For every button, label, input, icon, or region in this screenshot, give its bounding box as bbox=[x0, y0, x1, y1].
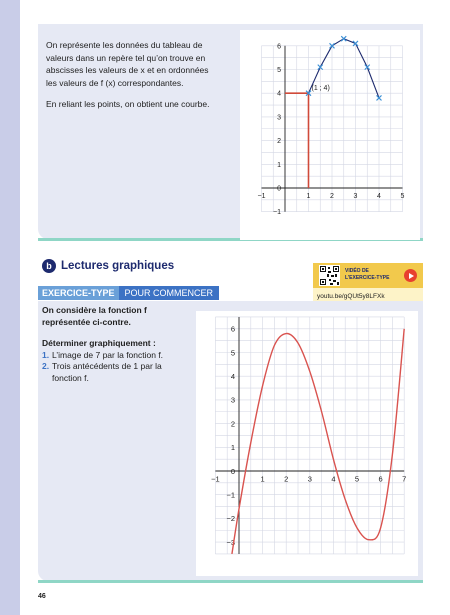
x-tick-label: 4 bbox=[377, 193, 381, 200]
x-tick-label: −1 bbox=[211, 474, 220, 484]
definition-paragraph-2: En reliant les points, on obtient une courbe. bbox=[46, 99, 210, 109]
y-tick-label: −1 bbox=[226, 490, 235, 500]
function-graph bbox=[196, 311, 418, 576]
y-tick-label: 5 bbox=[277, 67, 281, 74]
section-badge: b bbox=[42, 259, 56, 273]
video-label-line-1: VIDÉO DE bbox=[345, 268, 369, 274]
exercise-subtag: POUR COMMENCER bbox=[119, 286, 220, 300]
function-curve bbox=[232, 329, 407, 554]
x-tick-label: 6 bbox=[378, 474, 383, 484]
x-tick-label: 3 bbox=[307, 474, 312, 484]
exercise-type-tag: EXERCICE-TYPE bbox=[38, 286, 119, 300]
exercise-item bbox=[42, 361, 192, 384]
exercise-item bbox=[42, 350, 192, 362]
y-tick-label: 0 bbox=[277, 185, 281, 193]
definition-text bbox=[46, 39, 216, 120]
y-tick-label: 5 bbox=[230, 348, 235, 358]
x-tick-label: 5 bbox=[354, 474, 360, 484]
definition-paragraph-1: On représente les données du tableau de valeurs dans un repère tel qu’on trouve en abscisses les valeurs de x et en ordonnées les valeurs de f (x) correspondantes. bbox=[46, 40, 209, 88]
y-tick-label: −2 bbox=[226, 514, 235, 524]
exercise-question: Déterminer graphiquement : bbox=[42, 338, 156, 348]
side-margin-strip bbox=[0, 0, 20, 615]
exercise-items bbox=[42, 350, 192, 385]
x-tick-label: 5 bbox=[400, 193, 405, 200]
data-point-marker bbox=[353, 41, 358, 46]
y-tick-label: 0 bbox=[230, 466, 235, 476]
page-number: 46 bbox=[38, 593, 46, 600]
y-tick-label: 6 bbox=[277, 43, 281, 51]
play-icon[interactable] bbox=[404, 269, 417, 282]
x-tick-label: 1 bbox=[306, 193, 311, 200]
exercise-intro: On considère la fonction f représentée ci-contre. bbox=[42, 305, 147, 327]
x-tick-label: 3 bbox=[353, 193, 358, 200]
section-heading bbox=[42, 259, 174, 273]
x-tick-label: 4 bbox=[331, 474, 336, 484]
exercise-item-number: 2. bbox=[42, 361, 50, 371]
y-tick-label: 2 bbox=[277, 138, 281, 146]
point-label: (1 ; 4) bbox=[311, 85, 330, 93]
exercise-item-number: 1. bbox=[42, 349, 50, 360]
exercise-header bbox=[38, 286, 219, 300]
x-tick-label: 2 bbox=[330, 193, 334, 200]
exercise-item-text: Trois antécédents de 1 par la fonction f. bbox=[52, 361, 162, 383]
data-point-marker bbox=[341, 36, 346, 41]
x-tick-label: 1 bbox=[260, 474, 265, 484]
x-tick-label: 7 bbox=[402, 474, 407, 484]
y-tick-label: 1 bbox=[277, 161, 281, 169]
x-tick-label: −1 bbox=[257, 193, 266, 200]
y-tick-label: −3 bbox=[226, 537, 235, 547]
x-tick-label: 2 bbox=[284, 474, 289, 484]
y-tick-label: 1 bbox=[230, 443, 235, 453]
y-tick-label: 3 bbox=[277, 114, 281, 122]
video-url[interactable]: youtu.be/gQUt5y8LFXk bbox=[313, 288, 423, 305]
y-tick-label: 4 bbox=[230, 371, 235, 381]
video-banner bbox=[313, 263, 423, 288]
exercise-item-text: L’image de 7 par la fonction f. bbox=[52, 349, 164, 360]
section-title: Lectures graphiques bbox=[61, 260, 175, 272]
exercise-text bbox=[42, 305, 192, 384]
y-tick-label: −1 bbox=[273, 209, 281, 217]
y-tick-label: 6 bbox=[230, 324, 235, 334]
y-tick-label: 4 bbox=[277, 90, 281, 98]
video-link-box[interactable] bbox=[313, 263, 423, 305]
exercise-box-rule bbox=[38, 580, 423, 583]
y-tick-label: 2 bbox=[230, 419, 235, 429]
table-values-graph bbox=[240, 30, 420, 240]
video-label bbox=[345, 268, 389, 281]
video-label-line-2: L’EXERCICE-TYPE bbox=[345, 274, 390, 281]
y-tick-label: 3 bbox=[230, 395, 235, 405]
qr-code-icon bbox=[319, 265, 340, 286]
